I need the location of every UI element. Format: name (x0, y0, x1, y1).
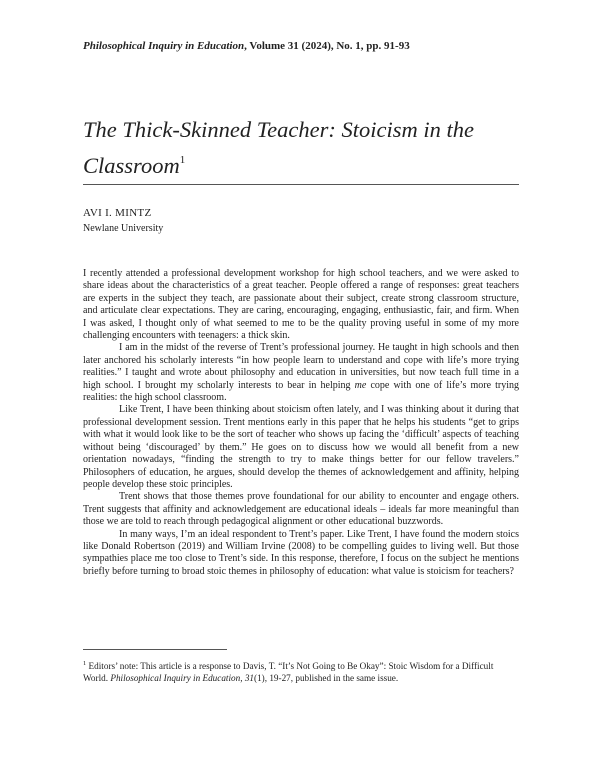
paragraph-5: In many ways, I’m an ideal respondent to Trent’s paper. Like Trent, I have found the modern stoics like Donald Robertson (2019) and William Irvine (2008) to be compelling guides to living well. But those sympathies place me too close to Trent’s side. In this response, therefore, I focus on the subject he mentions briefly before turning to broad stoic themes in philosophy of education: what value is stoicism for teachers? (83, 528, 519, 577)
footnote-text-b: (1), 19-27, published in the same issue. (254, 673, 399, 683)
title-text: The Thick-Skinned Teacher: Stoicism in the Classroom (83, 117, 474, 178)
title-divider (83, 184, 519, 185)
journal-citation (83, 40, 523, 52)
paragraph-2-text-b: cope with one of life’s more trying realities: the high school classroom. (83, 379, 520, 404)
footnote-text-a: Editors’ note: This article is a response to Davis, T. “It’s Not Going to Be Okay”: Stoic Wisdom for a Difficult World. (83, 661, 494, 683)
author-name: AVI I. MINTZ (83, 207, 152, 219)
title-footnote-marker[interactable]: 1 (179, 154, 186, 166)
paragraph-2-emphasis: me (354, 379, 367, 391)
journal-volume-info: , Volume 31 (2024), No. 1, pp. 91-93 (244, 40, 410, 52)
footnote-divider (83, 649, 227, 650)
journal-name: Philosophical Inquiry in Education (83, 40, 245, 52)
paragraph-2 (83, 342, 519, 404)
paragraph-1: I recently attended a professional development workshop for high school teachers, and we were asked to share ideas about the characteristics of a great teacher. People offered a range of responses: great teachers are experts in the subject they teach, are passionate about their subject, create strong classroom structure, and articulate clear expectations. They are caring, encouraging, engaging, enthusiastic, fair, and firm. When I was asked, I thought only of what seemed to me to be the quality proving useful in some of my more challenging encounters with teenagers: a thick skin. (83, 268, 519, 342)
footnote (83, 658, 519, 684)
author-affiliation: Newlane University (83, 223, 164, 234)
paragraph-3: Like Trent, I have been thinking about stoicism often lately, and I was thinking about it during that professional development session. Trent mentions early in this paper that he helps his students “get to grips with what it would look like to be the sort of teacher who shows up facing the ‘difficult’ aspects of teaching without being ‘discouraged’ by them.” He goes on to discuss how we would all benefit from a new orientation nowadays, “finding the strength to try to make things better for our fellow travelers.” Philosophers of education, he argues, should develop the themes of acknowledgement and affinity, helping people develop these stoic principles. (83, 404, 519, 490)
article-body (83, 268, 519, 578)
paragraph-4: Trent shows that those themes prove foundational for our ability to encounter and engage others. Trent suggests that affinity and acknowledgement are educational ideals – ideals far more meaningful than those we are told to reach through pedagogical alignment or other educational buzzwords. (83, 491, 519, 528)
footnote-journal: Philosophical Inquiry in Education, 31 (110, 673, 255, 683)
article-title (83, 114, 523, 181)
footnote-marker: 1 (83, 660, 87, 667)
paragraph-2-text-a: I am in the midst of the reverse of Trent’s professional journey. He taught in high schools and then later anchored his scholarly interests “in how people learn to understand and cope with life’s more trying realities.” I taught and wrote about philosophy and education in universities, but now teach full time in a high school. I brought my scholarly interests to bear in helping (83, 342, 519, 391)
